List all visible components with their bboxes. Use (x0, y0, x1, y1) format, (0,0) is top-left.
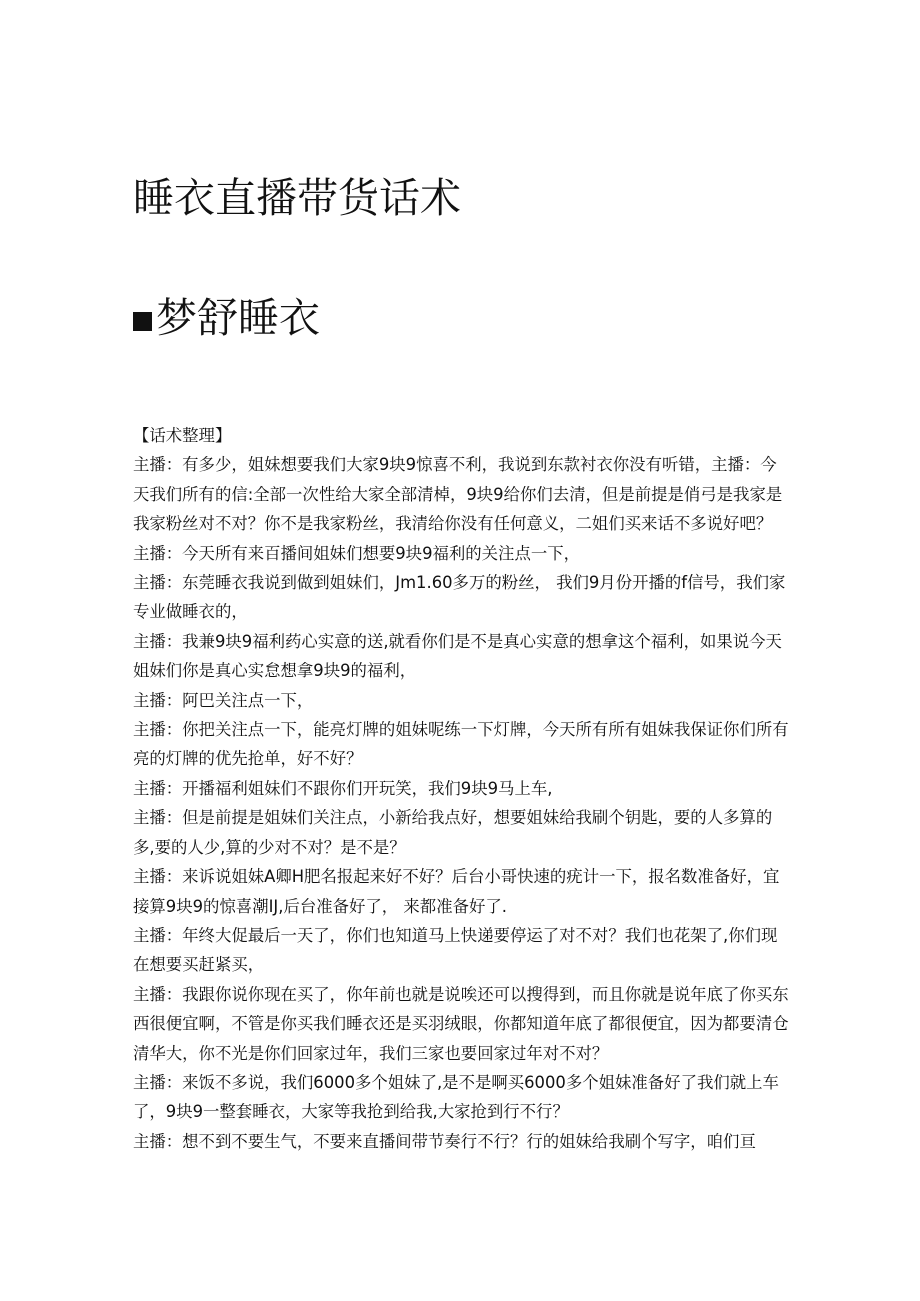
paragraph: 主播：年终大促最后一天了，你们也知道马上快递要停运了对不对？我们也花架了,你们现在想要买赶紧买， (133, 925, 778, 975)
paragraph: 主播：你把关注点一下，能亮灯牌的姐妹呢练一下灯牌，今天所有所有姐妹我保证你们所有亮的灯牌的优先抢单，好不好？ (133, 720, 789, 769)
section-heading (133, 290, 320, 346)
paragraph: 主播：我兼9块9福利药心实意的送,就看你们是不是真心实意的想拿这个福利，如果说今天姐妹们你是真心实怠想拿9块9的福利， (133, 631, 782, 681)
paragraph: 主播：来饭不多说，我们6000多个姐妹了,是不是啊买6000多个姐妹准备好了我们就上车了，9块9一整套睡衣，大家等我抢到给我,大家抢到行不行？ (133, 1072, 779, 1122)
paragraph: 主播：有多少，姐妹想要我们大家9块9惊喜不利，我说到东款衬衣你没有听错，主播：今天我们所有的信:全部一次性给大家全部清棹，9块9给你们去清，但是前提是俏弓是我家是我家粉丝对不对？你不是我家粉丝，我清给你没有任何意义，二姐们买来话不多说好吧？ (133, 455, 783, 534)
document-title: 睡衣直播带货话术 (133, 174, 461, 222)
document-body (133, 421, 793, 1156)
paragraph: 主播：开播福利姐妹们不跟你们开玩笑，我们9块9马上车, (133, 778, 553, 798)
section-heading-text: 梦舒睡衣 (156, 294, 320, 342)
paragraph: 主播：今天所有来百播间姐妹们想要9块9福利的关注点一下， (133, 543, 581, 563)
paragraph: 主播：来诉说姐妹A卿H肥名报起来好不好？后台小哥快速的疣计一下，报名数准备好，宜接算9块9的惊喜潮IJ,后台准备好了， 来都准备好了. (133, 867, 780, 916)
paragraph: 主播：阿巴关注点一下， (133, 690, 314, 710)
paragraph: 主播：但是前提是姐妹们关注点，小新给我点好，想要姐妹给我刷个钥匙，要的人多算的多,要的人少,算的少对不对？是不是？ (133, 808, 773, 857)
paragraph: 主播：想不到不要生气，不要来直播间带节奏行不行？行的姐妹给我刷个写字，咱们亘 (133, 1131, 756, 1151)
paragraph: 主播：我跟你说你现在买了，你年前也就是说唉还可以搜得到，而且你就是说年底了你买东西很便宜啊，不管是你买我们睡衣还是买羽绒眼，你都知道年底了都很便宜，因为都要清仓清华大，你不光是你们回家过年，我们三家也要回家过年对不对？ (133, 984, 789, 1063)
paragraph-label: 【话术整理】 (133, 426, 232, 445)
paragraph: 主播：东莞睡衣我说到做到姐妹们，Jm1.60多万的粉丝， 我们9月份开播的f信号，我们家专业做睡衣的， (133, 573, 786, 622)
black-square-icon (133, 312, 152, 331)
